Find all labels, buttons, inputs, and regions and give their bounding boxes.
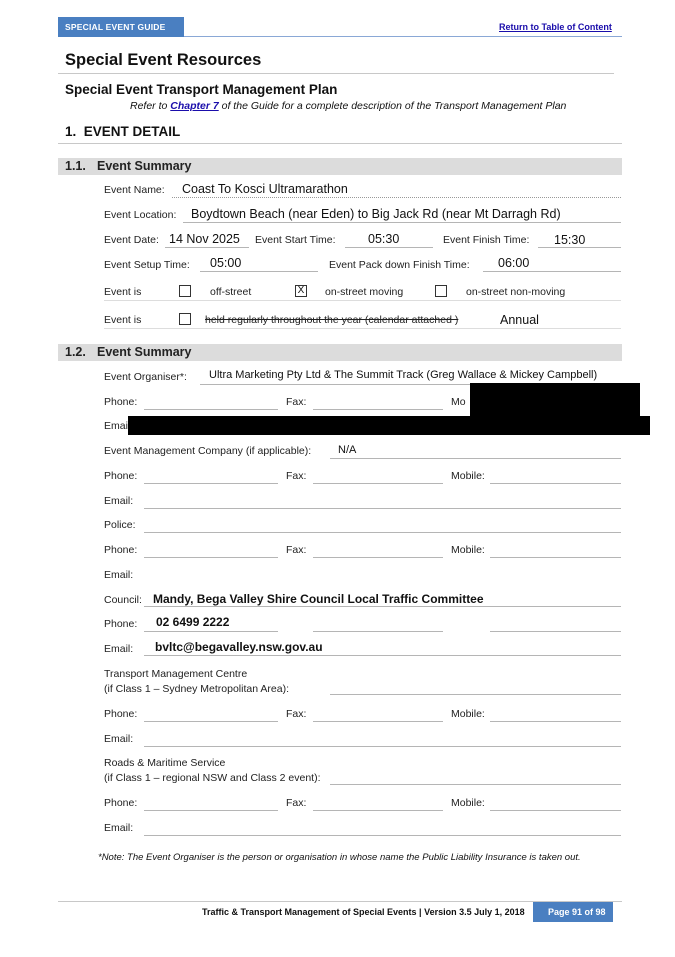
subsection-1-1-number: 1.1.: [65, 159, 86, 173]
event-start-field[interactable]: 05:30: [368, 232, 400, 246]
redaction-email: [128, 416, 650, 435]
refer-after: of the Guide for a complete description of the Transport Management Plan: [218, 100, 567, 112]
council-email-line: [144, 655, 621, 656]
event-start-line: [345, 247, 433, 248]
emc-fax-label: Fax:: [286, 470, 307, 482]
emc-mobile-label: Mobile:: [451, 470, 485, 482]
rms-fax-label: Fax:: [286, 797, 307, 809]
held-regularly-label: held regularly throughout the year (calendar attached ): [205, 314, 459, 326]
police-fax-label: Fax:: [286, 544, 307, 556]
onstreet-nonmoving-label: on-street non-moving: [466, 286, 566, 298]
emc-email-line: [144, 508, 621, 509]
event-setup-field[interactable]: 05:00: [210, 256, 242, 270]
council-email-label: Email:: [104, 643, 134, 655]
council-email-field[interactable]: bvltc@begavalley.nsw.gov.au: [155, 640, 323, 654]
tmc-email-line: [144, 746, 621, 747]
subsection-1-1-title: Event Summary: [97, 159, 192, 173]
council-fax-line: [313, 631, 443, 632]
event-location-field[interactable]: Boydtown Beach (near Eden) to Big Jack Rd (near Mt Darragh Rd): [191, 207, 561, 221]
subsection-1-2-band: [58, 344, 622, 361]
organiser-fax-label: Fax:: [286, 396, 307, 408]
section-1-title: EVENT DETAIL: [83, 124, 181, 139]
rms-email-label: Email:: [104, 822, 134, 834]
subsection-1-2-number: 1.2.: [65, 345, 86, 359]
event-date-line: [165, 247, 249, 248]
tmc-mobile-line: [490, 721, 621, 722]
offstreet-label: off-street: [210, 286, 252, 298]
section-1-heading: [65, 124, 180, 139]
rms-label-line1: Roads & Maritime Service: [104, 757, 226, 769]
event-is-line: [104, 300, 621, 301]
page-title: Special Event Resources: [65, 51, 262, 69]
organiser-fax-line: [313, 409, 443, 410]
organiser-email-label: Emai: [104, 420, 128, 432]
council-phone-line: [144, 631, 278, 632]
organiser-label: Event Organiser*:: [104, 371, 187, 383]
rms-line: [330, 784, 621, 785]
tmc-fax-line: [313, 721, 443, 722]
event-start-label: Event Start Time:: [255, 234, 336, 246]
emc-phone-line: [144, 483, 278, 484]
event-date-field[interactable]: 14 Nov 2025: [169, 232, 240, 246]
emc-email-label: Email:: [104, 495, 134, 507]
section-1-number: 1.: [65, 124, 77, 139]
annual-field[interactable]: Annual: [500, 313, 539, 327]
rms-mobile-line: [490, 810, 621, 811]
event-packdown-line: [483, 271, 621, 272]
event-packdown-label: Event Pack down Finish Time:: [329, 259, 470, 271]
event-is-line-2: [104, 328, 621, 329]
council-phone-label: Phone:: [104, 618, 138, 630]
tmc-line: [330, 694, 621, 695]
police-line: [144, 532, 621, 533]
onstreet-moving-label: on-street moving: [325, 286, 404, 298]
rms-fax-line: [313, 810, 443, 811]
organiser-field[interactable]: Ultra Marketing Pty Ltd & The Summit Track (Greg Wallace & Mickey Campbell): [209, 369, 598, 381]
event-name-label: Event Name:: [104, 184, 165, 196]
redaction-mobile: [470, 383, 640, 417]
rms-label-line2: (if Class 1 – regional NSW and Class 2 event):: [104, 772, 321, 784]
onstreet-nonmoving-checkbox[interactable]: [435, 285, 447, 297]
tmc-phone-line: [144, 721, 278, 722]
event-location-line: [183, 222, 621, 223]
subsection-1-1-band: [58, 158, 622, 175]
title-rule: [58, 73, 614, 74]
page-number: Page 91 of 98: [548, 907, 606, 917]
organiser-mobile-label: Mo: [451, 396, 466, 408]
rms-email-line: [144, 835, 621, 836]
tmc-mobile-label: Mobile:: [451, 708, 485, 720]
organiser-phone-line: [144, 409, 278, 410]
police-mobile-line: [490, 557, 621, 558]
tmc-email-label: Email:: [104, 733, 134, 745]
tmc-phone-label: Phone:: [104, 708, 138, 720]
event-name-field[interactable]: Coast To Kosci Ultramarathon: [182, 182, 348, 196]
council-field[interactable]: Mandy, Bega Valley Shire Council Local Traffic Committee: [153, 592, 484, 606]
police-mobile-label: Mobile:: [451, 544, 485, 556]
emc-phone-label: Phone:: [104, 470, 138, 482]
event-date-label: Event Date:: [104, 234, 159, 246]
event-finish-line: [538, 247, 621, 248]
held-regularly-checkbox[interactable]: [179, 313, 191, 325]
subsection-1-2-title: Event Summary: [97, 345, 192, 359]
police-phone-label: Phone:: [104, 544, 138, 556]
refer-text: [130, 100, 566, 112]
emc-line: [330, 458, 621, 459]
onstreet-moving-checkbox[interactable]: X: [295, 285, 307, 297]
header-tab-label: SPECIAL EVENT GUIDE: [65, 22, 166, 32]
police-fax-line: [313, 557, 443, 558]
chapter-7-link[interactable]: Chapter 7: [170, 100, 219, 112]
tmc-label-line2: (if Class 1 – Sydney Metropolitan Area):: [104, 683, 290, 695]
emc-label: Event Management Company (if applicable):: [104, 445, 312, 457]
emc-fax-line: [313, 483, 443, 484]
rms-mobile-label: Mobile:: [451, 797, 485, 809]
refer-before: Refer to: [130, 100, 171, 112]
footnote: *Note: The Event Organiser is the person or organisation in whose name the Public Liability Insurance is taken out.: [98, 852, 581, 863]
organiser-phone-label: Phone:: [104, 396, 138, 408]
tmc-label-line1: Transport Management Centre: [104, 668, 248, 680]
event-name-line: [172, 197, 621, 198]
event-setup-line: [200, 271, 318, 272]
page-subtitle: Special Event Transport Management Plan: [65, 82, 338, 97]
footer-text: Traffic & Transport Management of Special Events | Version 3.5 July 1, 2018: [202, 907, 525, 917]
rms-phone-label: Phone:: [104, 797, 138, 809]
police-phone-line: [144, 557, 278, 558]
emc-field[interactable]: N/A: [338, 444, 357, 456]
tmc-fax-label: Fax:: [286, 708, 307, 720]
council-phone-field[interactable]: 02 6499 2222: [156, 615, 230, 629]
header-rule: [184, 36, 622, 37]
emc-mobile-line: [490, 483, 621, 484]
section-1-rule: [58, 143, 622, 144]
council-label: Council:: [104, 594, 142, 606]
event-packdown-field[interactable]: 06:00: [498, 256, 530, 270]
council-mobile-line: [490, 631, 621, 632]
event-is-label: Event is: [104, 286, 142, 298]
event-is-label-2: Event is: [104, 314, 142, 326]
police-label: Police:: [104, 519, 136, 531]
return-to-toc-link[interactable]: Return to Table of Content: [499, 22, 612, 32]
event-setup-label: Event Setup Time:: [104, 259, 190, 271]
event-location-label: Event Location:: [104, 209, 177, 221]
offstreet-checkbox[interactable]: [179, 285, 191, 297]
event-finish-label: Event Finish Time:: [443, 234, 530, 246]
council-line: [144, 606, 621, 607]
rms-phone-line: [144, 810, 278, 811]
police-email-label: Email:: [104, 569, 134, 581]
event-finish-field[interactable]: 15:30: [554, 233, 586, 247]
